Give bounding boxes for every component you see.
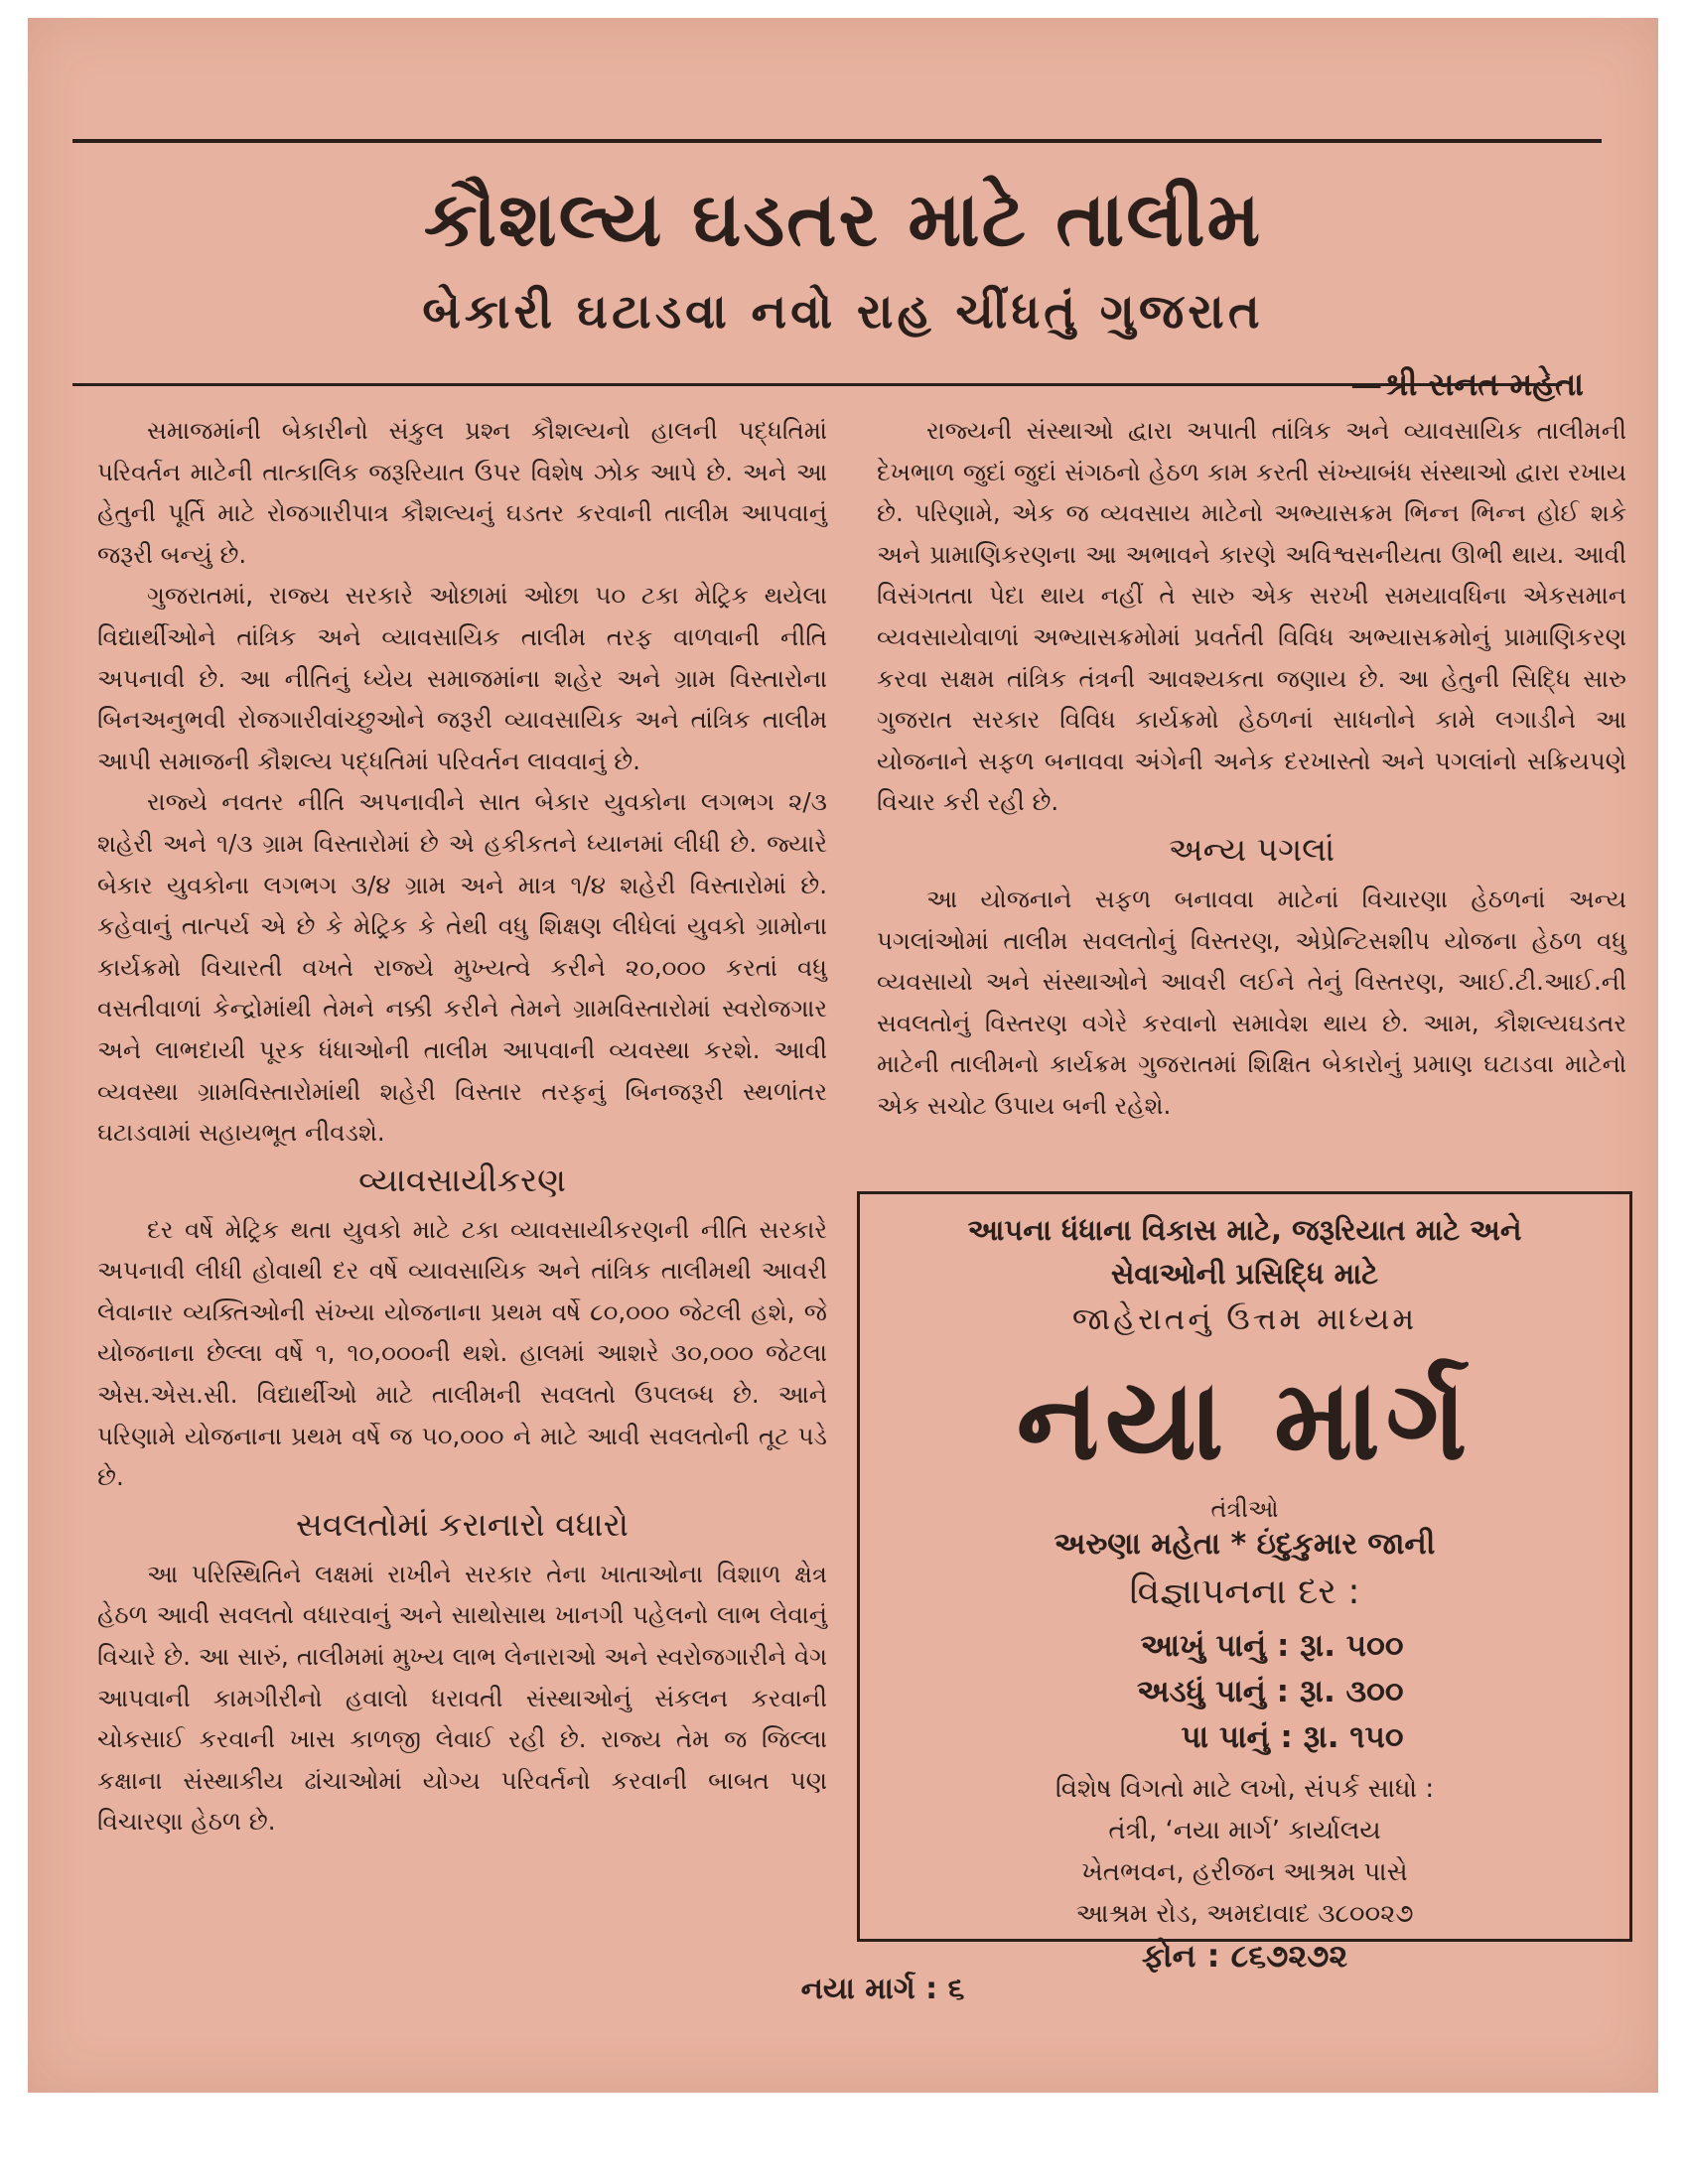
- section-heading: વ્યાવસાયીકરણ: [358, 1160, 566, 1199]
- section-heading: અન્ય પગલાં: [1168, 829, 1336, 869]
- paragraph: આ યોજનાને સફળ બનાવવા માટેનાં વિચારણા હેઠળનાં અન્ય પગલાંઓમાં તાલીમ સવલતોનું વિસ્તરણ, એપ્રેન્ટિસશીપ યોજના હેઠળ વધુ વ્યવસાયો અને સંસ્થાઓને આવરી લઈને તેનું વિસ્તરણ, આઈ.ટી.આઈ.ની સવલતોનું વિસ્તરણ વગેરે કરવાનો સમાવેશ થાય છે. આમ, કૌશલ્યઘડતર માટેની તાલીમનો કાર્યક્રમ ગુજરાતમાં શિક્ષિત બેકારોનું પ્રમાણ ઘટાડવા માટેનો એક સચોટ ઉપાય બની રહેશે.: [877, 884, 1626, 1120]
- editors-label: તંત્રીઓ: [1210, 1495, 1279, 1523]
- paragraph: રાજ્યની સંસ્થાઓ દ્વારા અપાતી તાંત્રિક અને વ્યાવસાયિક તાલીમની દેખભાળ જુદાં જુદાં સંગઠનો હેઠળ કામ કરતી સંખ્યાબંધ સંસ્થાઓ દ્વારા રખાય છે. પરિણામે, એક જ વ્યવસાય માટેનો અભ્યાસક્રમ ભિન્ન ભિન્ન હોઈ શકે અને પ્રામાણિકરણના આ અભાવને કારણે અવિશ્વસનીયતા ઊભી થાય. આવી વિસંગતતા પેદા થાય નહીં તે સારુ એક સરખી સમયાવધિના એકસમાન વ્યવસાયોવાળાં અભ્યાસક્રમોમાં પ્રવર્તતી વિવિધ અભ્યાસક્રમોનું પ્રામાણિકરણ કરવા સક્ષમ તાંત્રિક તંત્રની આવશ્યકતા જણાય છે. આ હેતુની સિદ્ધિ સારુ ગુજરાત સરકાર વિવિધ કાર્યક્રમો હેઠળનાં સાધનોને કામે લગાડીને આ યોજનાને સફળ બનાવવા અંગેની અનેક દરખાસ્તો અને પગલાંનો સક્રિયપણે વિચાર કરી રહી છે.: [877, 416, 1626, 817]
- advertisement-box: [857, 1191, 1632, 1975]
- paragraph: આ પરિસ્થિતિને લક્ષમાં રાખીને સરકાર તેના ખાતાઓના વિશાળ ક્ષેત્ર હેઠળ આવી સવલતો વધારવાનું અને સાથોસાથ ખાનગી પહેલનો લાભ લેવાનું વિચારે છે. આ સારું, તાલીમમાં મુખ્ય લાભ લેનારાઓ અને સ્વરોજગારીને વેગ આપવાની કામગીરીનો હવાલો ધરાવતી સંસ્થાઓનું સંકલન કરવાની ચોકસાઈ કરવાની ખાસ કાળજી લેવાઈ રહી છે. રાજ્ય તેમ જ જિલ્લા કક્ષાના સંસ્થાકીય ઢાંચાઓમાં યોગ્ય પરિવર્તનો કરવાની બાબત પણ વિચારણા હેઠળ છે.: [97, 1559, 827, 1837]
- rate-item: પા પાનું : રૂા. ૧૫૦: [1181, 1719, 1404, 1755]
- top-rule: [72, 139, 1602, 143]
- ad-intro: [860, 1208, 1629, 1296]
- author-rule: [72, 383, 1562, 386]
- ad-medium: જાહેરાતનું ઉત્તમ માધ્યમ: [1071, 1301, 1418, 1337]
- article-subtitle: બેકારી ઘટાડવા નવો રાહ ચીંધતું ગુજરાત: [422, 284, 1264, 340]
- paragraph: દર વર્ષે મેટ્રિક થતા યુવકો માટે ટકા વ્યાવસાયીકરણની નીતિ સરકારે અપનાવી લીધી હોવાથી દર વર્ષે વ્યાવસાયિક અને તાંત્રિક તાલીમથી આવરી લેવાનાર વ્યક્તિઓની સંખ્યા યોજનાના પ્રથમ વર્ષે ૮૦,૦૦૦ જેટલી હશે, જે યોજનાના છેલ્લા વર્ષે ૧, ૧૦,૦૦૦ની થશે. હાલમાં આશરે ૩૦,૦૦૦ જેટલા એસ.એસ.સી. વિદ્યાર્થીઓ માટે તાલીમની સવલતો ઉપલબ્ધ છે. આને પરિણામે યોજનાના પ્રથમ વર્ષે જ ૫૦,૦૦૦ ને માટે આવી સવલતોની તૂટ પડે છે.: [97, 1214, 827, 1492]
- ad-intro-line: આપના ધંધાના વિકાસ માટે, જરૂરિયાત માટે અને: [967, 1213, 1522, 1247]
- ad-intro-line: સેવાઓની પ્રસિદ્ધિ માટે: [1110, 1257, 1379, 1291]
- editors-names: અરુણા મહેતા * ઇંદુકુમાર જાની: [1054, 1527, 1436, 1562]
- rates-title: વિજ્ઞાપનના દર :: [1129, 1571, 1360, 1612]
- contact-line: તંત્રી, ‘નયા માર્ગ’ કાર્યાલય: [1108, 1816, 1381, 1845]
- paragraph: સમાજમાંની બેકારીનો સંકુલ પ્રશ્ન કૌશલ્યનો હાલની પદ્ધતિમાં પરિવર્તન માટેની તાત્કાલિક જરૂરિયાત ઉપર વિશેષ ઝોક આપે છે. અને આ હેતુની પૂર્તિ માટે રોજગારીપાત્ર કૌશલ્યનું ઘડતર કરવાની તાલીમ આપવાનું જરૂરી બન્યું છે.: [97, 416, 827, 569]
- contact-line: ખેતભવન, હરીજન આશ્રમ પાસે: [1081, 1857, 1408, 1887]
- right-column: [877, 410, 1626, 1127]
- contact-line: આશ્રમ રોડ, અમદાવાદ ૩૮૦૦૨૭: [1075, 1899, 1414, 1929]
- paragraph: ગુજરાતમાં, રાજ્ય સરકારે ઓછામાં ઓછા ૫૦ ટકા મેટ્રિક થયેલા વિદ્યાર્થીઓને તાંત્રિક અને વ્યાવસાયિક તાલીમ તરફ વાળવાની નીતિ અપનાવી છે. આ નીતિનું ધ્યેય સમાજમાંના શહેર અને ગ્રામ વિસ્તારોના બિનઅનુભવી રોજગારીવાંચ્છુઓને જરૂરી વ્યાવસાયિક અને તાંત્રિક તાલીમ આપી સમાજની કૌશલ્ય પદ્ધતિમાં પરિવર્તન લાવવાનું છે.: [97, 581, 827, 775]
- page-footer: નયા માર્ગ : ૬: [800, 1972, 965, 2006]
- left-column: [97, 410, 827, 1843]
- rate-item: અડધું પાનું : રૂા. ૩૦૦: [1136, 1674, 1404, 1709]
- magazine-page: [28, 18, 1658, 2093]
- paragraph: રાજ્યે નવતર નીતિ અપનાવીને સાત બેકાર યુવકોના લગભગ ૨/૩ શહેરી અને ૧/૩ ગ્રામ વિસ્તારોમાં છે એ હકીકતને ધ્યાનમાં લીધી છે. જ્યારે બેકાર યુવકોના લગભગ ૩/૪ ગ્રામ અને માત્ર ૧/૪ શહેરી વિસ્તારોમાં છે. કહેવાનું તાત્પર્ય એ છે કે મેટ્રિક કે તેથી વધુ શિક્ષણ લીધેલાં યુવકો ગ્રામોના કાર્યક્રમો વિચારતી વખતે રાજ્યે મુખ્યત્વે કરીને ૨૦,૦૦૦ કરતાં વધુ વસતીવાળાં કેન્દ્રોમાંથી તેમને નક્કી કરીને તેમને ગ્રામવિસ્તારોમાં સ્વરોજગાર અને લાભદાયી પૂરક ધંધાઓની તાલીમ આપવાની વ્યવસ્થા કરશે. આવી વ્યવસ્થા ગ્રામવિસ્તારોમાંથી શહેરી વિસ્તાર તરફનું બિનજરૂરી સ્થળાંતર ઘટાડવામાં સહાયભૂત નીવડશે.: [97, 787, 827, 1148]
- phone-number: ફોન : ૮૬૭૨૭૨: [1141, 1937, 1348, 1975]
- rates-list: [1086, 1623, 1404, 1760]
- magazine-brand: નયા માર્ગ: [1016, 1356, 1474, 1485]
- rate-item: આખું પાનું : રૂા. ૫૦૦: [1140, 1628, 1404, 1664]
- contact-line: વિશેષ વિગતો માટે લખો, સંપર્ક સાધો :: [1055, 1774, 1435, 1804]
- section-heading: સવલતોમાં કરાનારો વધારો: [296, 1504, 629, 1544]
- contact-block: [860, 1768, 1629, 1935]
- article-author: —શ્રી સનત મહેતા: [1350, 365, 1584, 403]
- article-title: કૌશલ્ય ઘડતર માટે તાલીમ: [423, 175, 1263, 263]
